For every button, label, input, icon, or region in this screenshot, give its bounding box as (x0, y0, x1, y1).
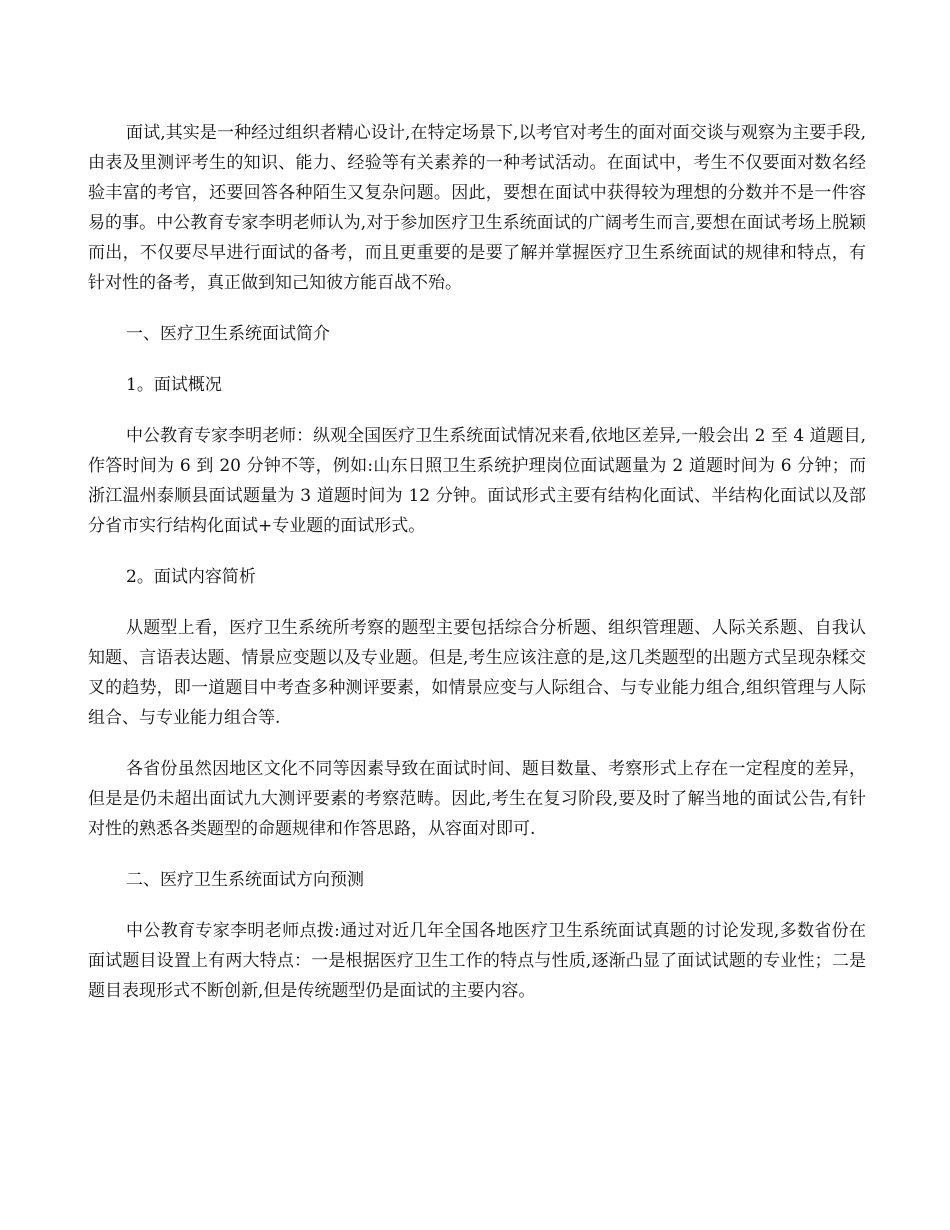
subsection-heading-2: 2。面试内容简析 (126, 567, 256, 587)
section-heading-1: 一、医疗卫生系统面试简介 (126, 324, 330, 344)
section-heading-2: 二、医疗卫生系统面试方向预测 (126, 870, 364, 890)
paragraph-intro: 面试,其实是一种经过组织者精心设计,在特定场景下,以考官对考生的面对面交谈与观察为主要手段,由表及里测评考生的知识、能力、经验等有关素养的一种考试活动。在面试中，考生不仅要面对数名经验丰富的考官，还要回答各种陌生又复杂问题。因此，要想在面试中获得较为理想的分数并不是一件容易的事。中公教育专家李明老师认为,对于参加医疗卫生系统面试的广阔考生而言,要想在面试考场上脱颖而出，不仅要尽早进行面试的备考，而且更重要的是要了解并掌握医疗卫生系统面试的规律和特点，有针对性的备考，真正做到知己知彼方能百战不殆。 (88, 123, 866, 293)
paragraph-question-types: 从题型上看，医疗卫生系统所考察的题型主要包括综合分析题、组织管理题、人际关系题、自我认知题、言语表达题、情景应变题以及专业题。但是,考生应该注意的是,这几类题型的出题方式呈现杂糅交叉的趋势，即一道题目中考查多种测评要素，如情景应变与人际组合、与专业能力组合,组织管理与人际组合、与专业能力组合等. (88, 618, 866, 728)
subsection-heading-1: 1。面试概况 (126, 375, 222, 395)
paragraph-overview: 中公教育专家李明老师：纵观全国医疗卫生系统面试情况来看,依地区差异,一般会出 2 至 4 道题目,作答时间为 6 到 20 分钟不等，例如:山东日照卫生系统护理岗位面试题量为 2 道题时间为 6 分钟；而浙江温州泰顺县面试题量为 3 道题时间为 12 分钟。面试形式主要有结构化面试、半结构化面试以及部分省市实行结构化面试+专业题的面试形式。 (88, 426, 866, 536)
paragraph-forecast: 中公教育专家李明老师点拨:通过对近几年全国各地医疗卫生系统面试真题的讨论发现,多数省份在面试题目设置上有两大特点：一是根据医疗卫生工作的特点与性质,逐渐凸显了面试试题的专业性；二是题目表现形式不断创新,但是传统题型仍是面试的主要内容。 (88, 921, 866, 1001)
paragraph-regional-differences: 各省份虽然因地区文化不同等因素导致在面试时间、题目数量、考察形式上存在一定程度的差异，但是是仍未超出面试九大测评要素的考察范畴。因此,考生在复习阶段,要及时了解当地的面试公告,有针对性的熟悉各类题型的命题规律和作答思路，从容面对即可. (88, 759, 866, 839)
document-body (88, 118, 866, 1006)
